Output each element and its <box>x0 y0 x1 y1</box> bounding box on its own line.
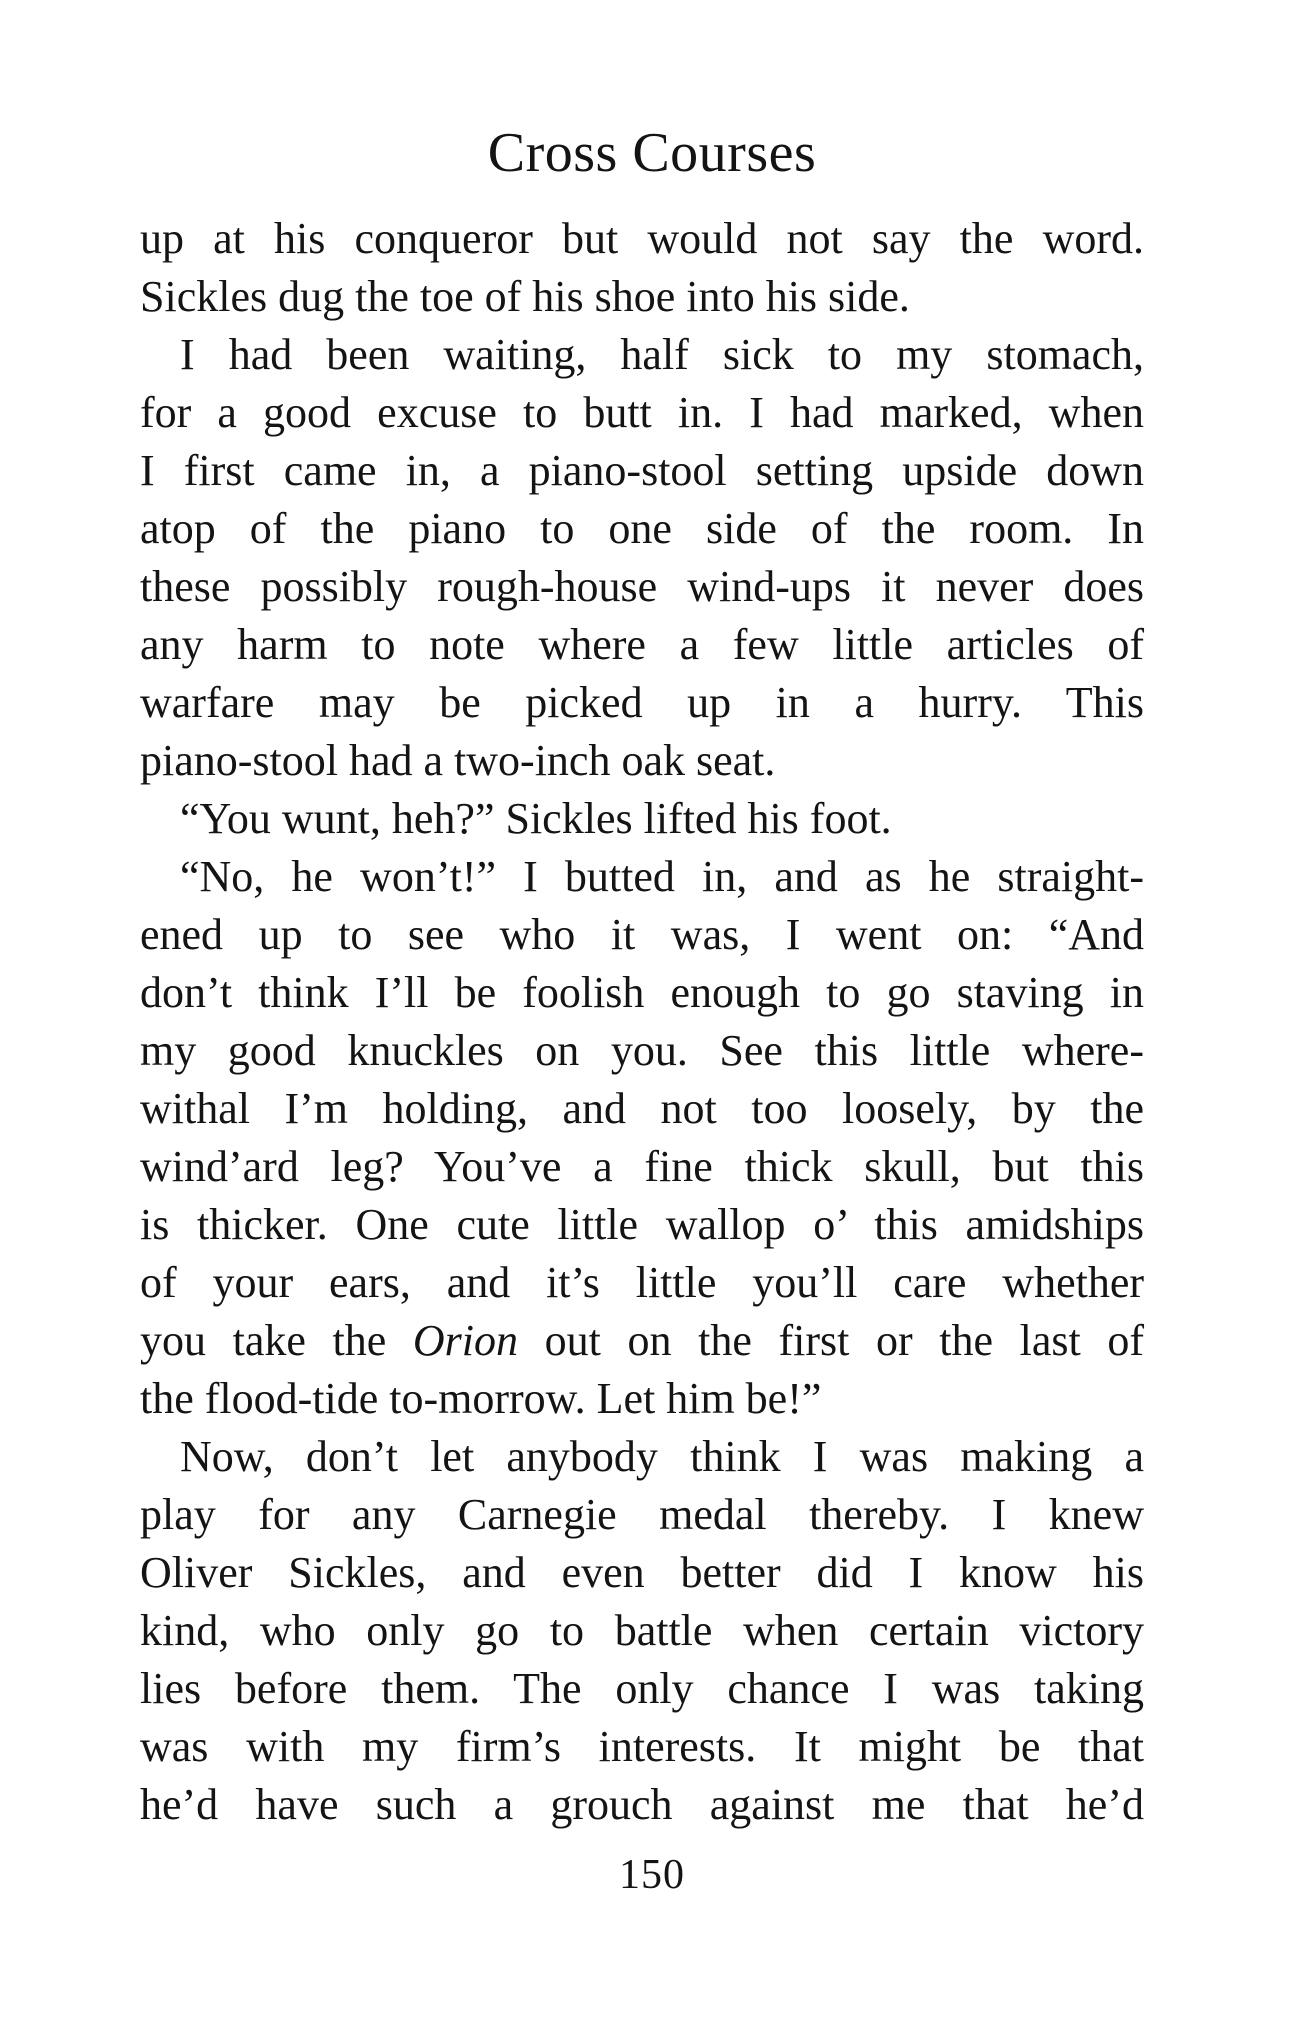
text-line: up at his conqueror but would not say the word. <box>140 214 1144 263</box>
text-line: these possibly rough-house wind-ups it never does <box>140 562 1144 611</box>
body-text <box>140 210 1144 1834</box>
text-line: kind, who only go to battle when certain victory <box>140 1606 1144 1655</box>
text-line: is thicker. One cute little wallop o’ this amidships <box>140 1200 1144 1249</box>
text-line: was with my firm’s interests. It might be that <box>140 1722 1144 1771</box>
text-line: lies before them. The only chance I was taking <box>140 1664 1144 1713</box>
text-line: warfare may be picked up in a hurry. This <box>140 678 1144 727</box>
running-head: Cross Courses <box>487 122 817 184</box>
text-line: “No, he won’t!” I butted in, and as he straight- <box>180 852 1144 901</box>
text-segment: you take the <box>140 1316 413 1365</box>
text-segment: out on the first or the last of <box>518 1316 1145 1365</box>
text-line: wind’ard leg? You’ve a fine thick skull, but this <box>140 1142 1144 1191</box>
text-line: I first came in, a piano-stool setting upside down <box>140 446 1144 495</box>
text-line: piano-stool had a two-inch oak seat. <box>140 736 776 785</box>
text-line: for a good excuse to butt in. I had marked, when <box>140 388 1144 437</box>
text-line: the flood-tide to-morrow. Let him be!” <box>140 1374 822 1423</box>
text-line: any harm to note where a few little articles of <box>140 620 1144 669</box>
text-line: Now, don’t let anybody think I was making a <box>180 1432 1144 1481</box>
text-line: my good knuckles on you. See this little where- <box>140 1026 1144 1075</box>
text-line: atop of the piano to one side of the room. In <box>140 504 1144 553</box>
text-line: Oliver Sickles, and even better did I know his <box>140 1548 1144 1597</box>
text-line: Sickles dug the toe of his shoe into his side. <box>140 272 910 321</box>
text-line: I had been waiting, half sick to my stomach, <box>180 330 1144 379</box>
text-line: don’t think I’ll be foolish enough to go staving in <box>140 968 1144 1017</box>
text-line: of your ears, and it’s little you’ll care whether <box>140 1258 1144 1307</box>
text-line: play for any Carnegie medal thereby. I knew <box>140 1490 1144 1539</box>
ship-name-italic: Orion <box>412 1316 519 1365</box>
text-line <box>140 1312 1144 1370</box>
text-line: withal I’m holding, and not too loosely, by the <box>140 1084 1144 1133</box>
page-number: 150 <box>619 1852 685 1898</box>
text-line: he’d have such a grouch against me that he’d <box>140 1780 1144 1829</box>
text-line: ened up to see who it was, I went on: “And <box>140 910 1144 959</box>
text-line: “You wunt, heh?” Sickles lifted his foot. <box>180 794 892 843</box>
